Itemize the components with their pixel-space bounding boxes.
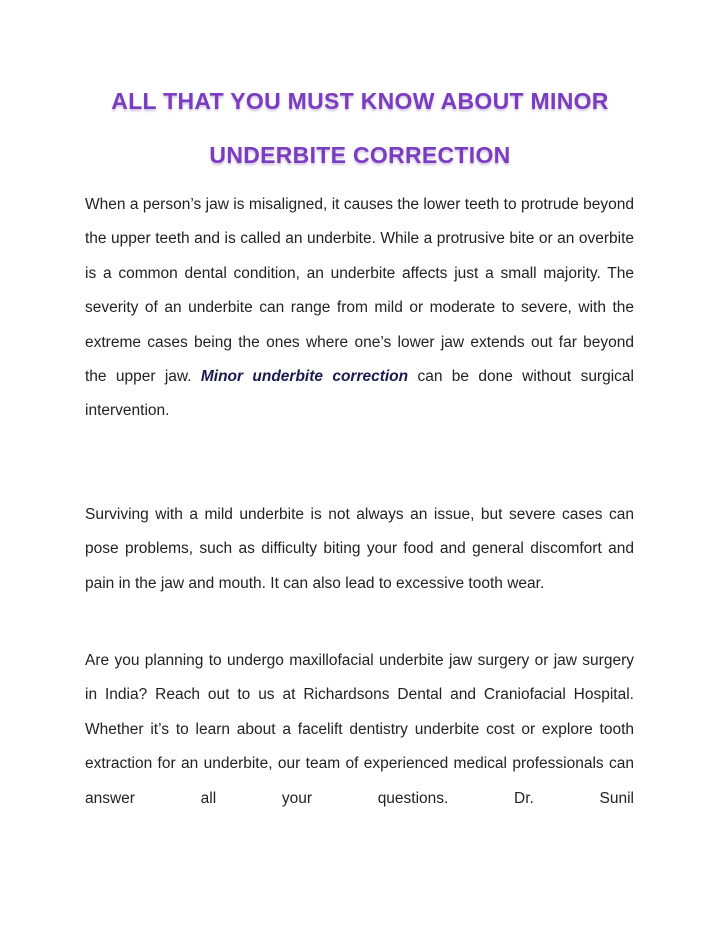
paragraph-2: Surviving with a mild underbite is not always an issue, but severe cases can pose problems, such as difficulty biting your food and general discomfort and pain in the jaw and mouth. It can also lead to excessive tooth wear. xyxy=(85,506,634,592)
minor-underbite-correction-link[interactable]: Minor underbite correction xyxy=(200,368,409,386)
document-title-line-1: ALL THAT YOU MUST KNOW ABOUT MINOR xyxy=(111,88,609,114)
paragraph-1-text-start: When a person’s jaw is misaligned, it causes the lower teeth to protrude beyond the upper teeth and is called an underbite. While a protrusive bite or an overbite is a common dental condition, an underbite affects just a small majority. The severity of an underbite can range from mild or moderate to severe, with the extreme cases being the ones where one’s lower jaw extends out far beyond the upper jaw. xyxy=(85,196,634,386)
paragraph-1 xyxy=(85,188,634,429)
paragraph-1-text-end: can be done without surgical intervention. xyxy=(85,368,634,420)
paragraph-3: Are you planning to undergo maxillofacial underbite jaw surgery or jaw surgery in India? Reach out to us at Richardsons Dental and Craniofacial Hospital. Whether it’s to learn about a facelift dentistry underbite cost or explore tooth extraction for an underbite, our team of experienced medical professionals can answer all your questions. Dr. Sunil xyxy=(85,652,634,807)
document-title-line-2: UNDERBITE CORRECTION xyxy=(209,142,511,168)
